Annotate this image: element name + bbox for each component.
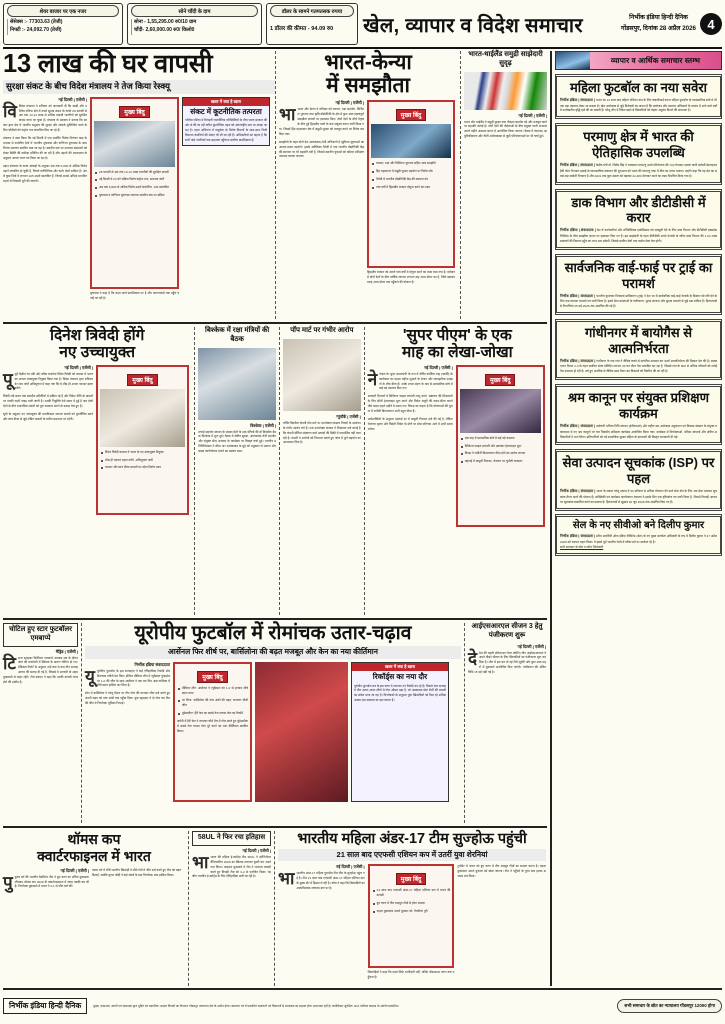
sidebar-item-source: निर्भीक इंडिया | संवाददाता |	[560, 163, 596, 168]
special-box-body: यूरोपीय फुटबॉल सत्र के इस चरण में लगातार नए रिकॉर्ड बन रहे हैं। पिछले पांच सप्ताह में तीन अलग-अलग लीगों में गोल औसत बढ़ा है, जो आक्रामक खेल शैली की वापसी का संकेत माना जा रहा है। विश्लेषकों के अनुसार युवा खिलाड़ियों को मिल रहे अधिक अवसर इस बदलाव का बड़ा कारण हैं।	[354, 683, 447, 703]
football-celebration-photo	[255, 662, 348, 802]
footer-logo: निर्भीक इंडिया हिन्दी दैनिक	[3, 998, 87, 1014]
keypoints-title: मुख्य बिंदु	[396, 109, 426, 121]
keypoint-item: डिजिटल फाइल प्रणाली और भ्रष्टाचार हेल्पलाइन शुरू	[465, 444, 541, 449]
divider	[3, 826, 547, 828]
page-footer	[3, 988, 722, 1020]
keypoint-item: नई दिल्ली में 24 घंटे सक्रिय विशेष कंट्रोल रूम, समन्वय जारी	[99, 177, 175, 182]
business-news-sidebar	[552, 51, 722, 986]
keypoints-title: मुख्य बिंदु	[197, 671, 227, 683]
thailand-article	[460, 51, 547, 319]
keypoint-item: बुंडेसलीगा: हैरी केन का सबसे तेज पचास गोल का रिकॉर्ड	[182, 711, 248, 716]
lead-photo	[94, 121, 175, 167]
drop-cap: भा	[279, 105, 296, 125]
sidebar-item-1[interactable]	[555, 123, 722, 184]
keypoint-item: महंगाई में मामूली गिरावट, रोजगार पर चुनौती बरकरार	[465, 459, 541, 464]
lead-row	[3, 51, 547, 319]
drop-cap: वि	[3, 101, 17, 121]
section-title: खेल, व्यापार व विदेश समाचार	[363, 14, 583, 37]
sidebar-banner	[555, 51, 722, 70]
sidebar-item-6[interactable]	[555, 449, 722, 510]
under17-headline: भारतीय महिला अंडर-17 टीम सुज्होऊ पहुंची	[297, 831, 527, 847]
kenya-headline-1: भारत-केन्या	[324, 51, 412, 74]
isrl-byline: नई दिल्ली | एजेंसी |	[517, 643, 546, 649]
sidebar-item-body: कर्मचारी भविष्य निधि संगठन (ईपीएफओ) और राष्ट्रीय श्रम अर्थशास्त्र अनुसंधान एवं विकास संस्थान के संयुक्त तत्वावधान में नए श्रम कानूनों पर चार दिवसीय प्रशिक्षण कार्यक्रम आयोजित किया गया। कार्यक्रम में नियोक्ताओं, श्रमिक संगठनों और क्षेत्रीय अधिकारियों ने भाग लिया। प्रतिभागियों को नई सामाजिक सुरक्षा संहिता के प्रावधानों की विस्तृत जानकारी दी गई।	[560, 423, 717, 439]
sidebar-item-source: निर्भीक इंडिया | संवाददाता |	[560, 97, 596, 102]
kenya-headline-2: में समझौता	[326, 74, 410, 98]
football-body-2: स्पेन में बार्सिलोना ने घरेलू मैदान पर तीन गोल की शानदार जीत दर्ज करते हुए अपनी बढ़त को पांच अंकों तक पहुँचा दिया। युवा स्ट्राइकर ने दो गोल कर टीम की जीत में निर्णायक भूमिका निभाई।	[85, 691, 170, 706]
lead-article	[3, 51, 275, 319]
sidebar-item-body: केंद्रीय मंत्री डॉ. जितेंद्र सिंह ने राजस्थान परमाणु ऊर्जा परियोजना की 700 मेगावाट क्षमता वाली स्वदेशी प्रेशराइज्ड हैवी वॉटर रिएक्टर इकाई के व्यावसायिक संचालन की शुरुआत को भारत की परमाणु यात्रा में मील का पत्थर बताया। उन्होंने कहा कि यह देश का सबसे बड़ा स्वदेशी रिएक्टर है और 2031 तक कुल क्षमता को बढ़ाकर 22,480 मेगावाट करने का लक्ष्य निर्धारित किया गया है।	[560, 163, 717, 178]
lead-text-col	[3, 97, 90, 315]
sidebar-item-last[interactable]	[555, 514, 722, 557]
keypoints-box-lead	[90, 97, 179, 289]
keypoint-item: ग्रुप चरण में तीन मजबूत टीमों से होगा सामना	[377, 901, 451, 906]
special-box-football	[351, 662, 449, 802]
edition-line: गोंडसपुर, दिनांक 28 अप्रैल 2026	[621, 25, 696, 32]
bishkek-byline: बिश्केक | एजेंसी |	[250, 422, 276, 428]
s4u-article	[188, 831, 274, 986]
silver-rate: चाँदी- 2,60,000.00 रु0/ किलो0	[131, 27, 258, 35]
under17-subhead: 21 साल बाद एएफसी एशियन कप में उतरीं युवा शेरनियां	[278, 849, 546, 861]
under17-article	[274, 831, 546, 986]
superpm-body-1: नेनेपाल के 'सुपर प्रधानमंत्री' के रूप में चर्चित कार्तिक शाह (कार्की) के कार्यकाल का पहला महीना सुधारों के ऐलान और व्यावहारिक उलझनों के बीच बीता है। उनके शपथ ग्रहण के बाद से प्रशासनिक ढांचे में कई बड़े बदलाव किए गए।	[367, 369, 453, 391]
divider	[3, 322, 547, 324]
sidebar-item-source: निर्भीक इंडिया | संवाददाता |	[560, 423, 596, 428]
keypoint-item: व्यापार और छात्र वीजा मामलों पर रहेगा विशेष ध्यान	[105, 465, 185, 470]
drop-cap: टि	[3, 653, 16, 673]
under17-byline: नई दिल्ली | एजेंसी |	[336, 864, 365, 870]
thomas-article	[3, 831, 188, 986]
thailand-india-flags-photo	[464, 72, 547, 110]
drop-cap: पु	[3, 872, 13, 892]
bishkek-photo	[198, 348, 276, 420]
stock-market-box	[3, 3, 123, 45]
drop-cap: यू	[85, 666, 95, 686]
keypoint-item: पहला मुकाबला अगले बुधवार को, तैयारियां पूरी	[377, 909, 451, 914]
injured-head: चोटिल हुए स्टार फुटबॉलर एमबाप्पे	[3, 623, 78, 647]
row-four	[3, 831, 547, 986]
sidebar-item-head: महिला फुटबॉल का नया सवेरा	[569, 80, 708, 95]
trivedi-headline-1: दिनेश त्रिवेदी होंगे	[49, 327, 145, 344]
keypoints-title: मुख्य बिंदु	[485, 374, 515, 386]
popmart-body: चर्चित खिलौना कंपनी पॉप मार्ट पर उपभोक्ता संरक्षण नियमों के उल्लंघन के गंभीर आरोप लगे हैं। एक उपभोक्ता संगठन ने शिकायत दर्ज कराई है कि कंपनी सीमित संस्करण वाले उत्पादों की बिक्री में पारदर्शिता नहीं बरत रही है। कंपनी ने आरोपों को निराधार बताते हुए जांच में पूर्ण सहयोग का आश्वासन दिया है।	[282, 420, 361, 445]
trivedi-headline-2: नए उच्चायुक्त	[59, 344, 136, 362]
keypoints-box-under17	[368, 864, 455, 968]
lead-body-2: मंत्रालय ने स्पष्ट किया कि नई दिल्ली में एक समर्पित विशेष नियंत्रण कक्ष के माध्यम से प्रभावित देशों में भारतीय दूतावास और वाणिज्य दूतावास के साथ निरंतर समन्वय स्थापित रखा जा रहा है। स्थानीय स्तर पर उपलब्ध संसाधनों को लेकर स्थिति की समीक्षा प्रतिदिन की जा रही है और उड़ानों की उपलब्धता के अनुसार अगला चरण तय किया जा रहा है।	[3, 136, 87, 160]
trivedi-byline: नई दिल्ली | एजेंसी |	[64, 364, 93, 370]
lead-subhead: सुरक्षा संकट के बीच विदेश मंत्रालय ने तेज किया रेस्क्यू	[3, 80, 275, 94]
s4u-body: भाभारत की महिला ई-स्पोर्ट्स टीम 58UL ने कॉन्टिनेंटल चैंपियनशिप 2026 का खिताब लगातार दूसरी बार अपने नाम किया। फाइनल मुकाबले में टीम ने शानदार वापसी करते हुए विपक्षी टीम को 3-2 से पराजित किया। यह जीत भारतीय ई-स्पोर्ट्स के लिए ऐतिहासिक मानी जा रही है।	[192, 852, 271, 879]
sidebar-item-head: परमाणु क्षेत्र में भारत की ऐतिहासिक उपलब्धि	[583, 129, 694, 161]
popmart-photo	[283, 339, 361, 411]
isrl-article	[464, 623, 546, 823]
superpm-photo	[460, 389, 541, 433]
gold-rate: सोना - 1,55,295.00 रु0/10 ग्राम	[131, 19, 258, 27]
football-headline: यूरोपीय फुटबॉल में रोमांचक उतार-चढ़ाव	[134, 622, 412, 644]
section-title-wrap	[362, 3, 584, 45]
trivedi-body-2: त्रिवेदी लंबे समय तक संसदीय समितियों में सक्रिय रहे हैं और विदेश नीति के मामलों पर उनकी गहरी पकड़ मानी जाती है। उनकी नियुक्ति ऐसे समय में हुई है जब दोनों देशों के बीच राजनयिक संबंधों को पुनः सामान्य बनाने के प्रयास तेज हुए हैं।	[3, 394, 93, 409]
keypoint-item: पांच वर्षों में द्विपक्षीय व्यापार दोगुना करने का लक्ष्य	[376, 185, 451, 190]
special-box-tag: खबर में क्या है खास	[183, 98, 269, 106]
thomas-body-2: एकल वर्ग में शीर्ष भारतीय खिलाड़ी ने सीधे गेमों में जीत दर्ज करते हुए टीम को बढ़त दिलाई, जबकि युगल जोड़ी ने कड़े संघर्ष के बाद निर्णायक अंक हासिल किया।	[92, 867, 181, 877]
dollar-rate-box	[266, 3, 358, 45]
keypoint-item: 21 साल बाद एएफसी अंडर-17 महिला एशियन कप में भारत की वापसी	[376, 888, 451, 898]
popmart-article	[279, 327, 364, 615]
thomas-headline-2: क्वार्टरफाइनल में भारत	[37, 847, 151, 864]
kenya-body-3: द्विपक्षीय व्यापार को अगले पांच वर्षों में दोगुना करने का लक्ष्य रखा गया है। वर्तमान में दोनों देशों के बीच वार्षिक व्यापार लगभग छह अरब डॉलर का है, जिसे बढ़ाकर बारह अरब डॉलर तक पहुँचाने की योजना है।	[367, 270, 455, 285]
sidebar-banner-title: व्यापार व आर्थिक समाचार स्तम्भ	[590, 52, 721, 69]
keypoints-box-kenya	[367, 100, 455, 268]
isrl-body: देदेश की पहली प्रोफेशनल रोलर स्केटिंग लीग आईएसआरएल ने अपने तीसरे सीजन के लिए खिलाड़ियों का पंजीकरण शुरू कर दिया है। लीग में इस बार दो नई टीमें जुड़ेंगी और कुल आठ शहरों में मुकाबले आयोजित किए जाएंगे। पंजीकरण की अंतिम तिथि 15 मई रखी गई है।	[468, 648, 546, 675]
special-box-head: रिकॉर्ड्स का नया दौर	[372, 671, 428, 681]
superpm-byline: नई दिल्ली | एजेंसी |	[424, 364, 453, 370]
popmart-byline: न्यूयॉर्क | एजेंसी |	[336, 413, 361, 419]
sidebar-item-source: निर्भीक इंडिया | संवाददाता |	[560, 358, 596, 363]
kenya-body-1: भाभारत और केन्या ने शनिवार को व्यापार, रक्षा सहयोग, डिजिटल भुगतान तथा कृषि प्रौद्योगिकी के क्षेत्र में कुल आठ महत्वपूर्ण समझौता ज्ञापनों पर हस्ताक्षर किए। दोनों देशों के शीर्ष नेतृत्व के बीच हुई द्विपक्षीय वार्ता के बाद संयुक्त बयान जारी किया गया, जिसमें हिंद महासागर क्षेत्र में समुद्री सुरक्षा को मजबूत करने पर विशेष बल दिया गया।	[279, 105, 364, 136]
drop-cap: भा	[192, 852, 209, 872]
sidebar-item-4[interactable]	[555, 319, 722, 380]
footer-imprint: मुद्रक, प्रकाशक, स्वामी एवं सम्पादक द्वारा मुद्रित एवं प्रकाशित। समस्त विवादों का निपटारा गोंडसपुर न्यायालय क्षेत्र के अधीन होगा। समाचार पत्र में प्रकाशित समाचारों एवं विज्ञापनों से सम्पादक का सहमत होना आवश्यक नहीं है। सर्वाधिकार सुरक्षित। RNI पंजीयन क्रमांक के अंतर्गत प्रकाशित।	[93, 1003, 399, 1008]
under17-body-2: टूर्नामेंट में भारत को ग्रुप चरण में तीन मजबूत टीमों का सामना करना है। पहला मुकाबला अगले बुधवार को खेला जाएगा। टीम ने पहुँचने के तुरंत बाद हल्का अभ्यास सत्र किया।	[457, 864, 546, 879]
lead-body-3: उड़ान संचालन के ताजा आंकड़ों के अनुसार अब तक 5,800 से अधिक विशेष उड़ानें संचालित हो चुकी हैं, जिनमें वाणिज्यिक और चार्टर दोनों शामिल हैं। अगले कुछ दिनों में लगभग 105 उड़ानें प्रस्तावित हैं, जिनसे सबसे अधिक प्रभावित शहरों से निकासी पूरी की जाएगी।	[3, 163, 87, 183]
sidebar-item-source: निर्भीक इंडिया | संवाददाता |	[560, 293, 596, 298]
s4u-head: 58UL ने फिर रचा इतिहास	[192, 831, 271, 846]
page-body	[3, 51, 722, 986]
sensex-value: सेंसेक्स :- 77303.63 (तेजी)	[7, 19, 119, 27]
sidebar-item-head: डाक विभाग और डीटीडीसी में करार	[571, 194, 706, 226]
keypoint-item: हिंद महासागर में समुद्री सुरक्षा सहयोग पर विशेष जोर	[376, 169, 451, 174]
keypoint-item: विपक्ष ने जमीनी क्रियान्वयन धीमा होने का आरोप लगाया	[465, 451, 541, 456]
injured-article	[3, 623, 81, 823]
sidebar-item-source: निर्भीक इंडिया | संवाददाता |	[560, 489, 596, 494]
lead-keypoints-col	[90, 97, 182, 315]
sidebar-item-5[interactable]	[555, 384, 722, 445]
keypoints-box-superpm	[456, 365, 545, 527]
kenya-body-2: समझौतों के तहत दोनों देश आतंकवाद-रोधी अभियानों में खुफिया सूचनाओं का आदान-प्रदान बढ़ाएंगे। इसके अतिरिक्त नैरोबी में एक भारतीय प्रौद्योगिकी केंद्र की स्थापना पर भी सहमति बनी है, जिससे स्थानीय युवाओं को कौशल प्रशिक्षण उपलब्ध कराया जाएगा।	[279, 139, 364, 159]
lead-xbox-col	[182, 97, 272, 315]
row-two	[3, 327, 547, 615]
sidebar-item-body: भारतीय दूरसंचार नियामक प्राधिकरण (ट्राई) ने देश भर में सार्वजनिक वाई-फाई नेटवर्क के विस्तार को गति देने के लिए एक व्यापक परामर्श पत्र जारी किया है। इसमें सेवा प्रदाताओं के पंजीकरण, शुल्क संरचना और सुरक्षा मानकों से जुड़े प्रश्न शामिल हैं। हितधारकों से टिप्पणियां 25 मई 2026 तक आमंत्रित की गई हैं।	[560, 293, 717, 309]
thomas-headline-1: थॉमस कप	[67, 831, 121, 847]
keypoint-item: दूतावास व वाणिज्य दूतावास लगातार स्थानीय स्तर पर सक्रिय	[99, 193, 175, 198]
dollar-pill: डॉलर के सामने गतमतसक रुपया	[270, 5, 354, 17]
paper-name: निर्भीक इंडिया हिन्दी दैनिक	[629, 14, 688, 22]
thomas-byline: नई दिल्ली | एजेंसी |	[60, 867, 89, 873]
masthead	[3, 3, 722, 49]
keypoints-box-trivedi	[96, 365, 189, 515]
thailand-byline: नई दिल्ली | एजेंसी |	[518, 112, 547, 118]
page-number-badge: 4	[700, 13, 722, 35]
keypoint-item: नैरोबी में भारतीय प्रौद्योगिकी केंद्र की स्थापना तय	[376, 177, 451, 182]
keypoints-title: मुख्य बिंदु	[127, 374, 157, 386]
keypoint-item: शीघ्र ही पदभार ग्रहण करेंगे, अधिसूचना जारी	[105, 458, 185, 463]
sidebar-item-head: सेवा उत्पादन सूचकांक (ISP) पर पहल	[562, 455, 715, 487]
sidebar-item-2[interactable]	[555, 189, 722, 250]
sidebar-item-body: गांधीनगर के एक गांव ने जैविक कचरे से बायोगैस उत्पादन कर ऊर्जा आत्मनिर्भरता की मिसाल पेश की है। स्वच्छ भारत मिशन 2.0 के तहत स्थापित संयंत्र प्रतिदिन लगभग 30 घन मीटर गैस उत्पादित कर रहा है, जिससे गांव के 600 से अधिक परिवारों को रसोई गैस उपलब्ध हो रही है। बचे हुए अपशिष्ट से जैविक खाद तैयार कर किसानों को वितरित की जा रही है।	[560, 358, 717, 374]
trivedi-body-1: पूपूर्व केंद्रीय रेल मंत्री और वरिष्ठ राजनेता दिनेश त्रिवेदी को कनाडा में भारत का अगला उच्चायुक्त नियुक्त किया गया है। विदेश मंत्रालय द्वारा शनिवार देर शाम जारी अधिसूचना में कहा गया कि वे शीघ्र ही अपना पदभार ग्रहण करेंगे।	[3, 369, 93, 391]
footer-badge: सभी समाचार के स्रोत का न्यायालय गोंडसपुर 12000 होगा	[617, 999, 722, 1012]
keypoint-item: एक माह में प्रशासनिक ढांचे में कई बड़े बदलाव	[465, 436, 541, 441]
sidebar-item-source: निर्भीक इंडिया | संवाददाता |	[560, 228, 596, 233]
drop-cap: पू	[3, 369, 13, 389]
football-body-1: यूयूरोपीय फुटबॉल के इस सप्ताहांत ने कई ऐतिहासिक रिकॉर्ड और दिलचस्प नतीजे पेश किए। इंग्लिश प्रीमियर लीग में न्यूकैसल यूनाइटेड पर 1-0 की जीत के साथ आर्सेनल ने एक बार फिर अंक तालिका में शीर्ष स्थान हासिल कर लिया है।	[85, 666, 170, 688]
drop-cap: ने	[367, 369, 378, 389]
sidebar-last-head: सेल के नए सीवीओ बने दिलीप कुमार	[572, 519, 705, 531]
under17-caption: खिलाड़ियों ने कहा कि लक्ष्य सिर्फ भागीदारी नहीं, बल्कि नॉकआउट चरण तक पहुँचना है।	[367, 970, 455, 980]
thomas-body-1: पुपुरुष वर्ग की भारतीय बैडमिंटन टीम ने ग्रुप चरण का अंतिम मुकाबला जीतकर थॉमस कप 2026 के क्वार्टरफाइनल में जगह पक्की कर ली है। निर्णायक मुकाबले में भारत ने 3-1 से जीत दर्ज की।	[3, 872, 89, 892]
keypoint-item: अब तक 5,800 से अधिक विशेष उड़ानें संचालित, 105 प्रस्तावित	[99, 185, 175, 190]
under17-body-1: भाभारतीय अंडर-17 महिला फुटबॉल टीम चीन के सुज्होऊ पहुंच गई है। टीम 21 साल बाद एएफसी अंडर-17 महिला एशियन कप के मुख्य दौर में हिस्सा ले रही है। कोच ने कहा कि खिलाड़ियों का आत्मविश्वास उच्चतम स्तर पर है।	[278, 869, 365, 891]
sidebar-item-3[interactable]	[555, 254, 722, 315]
football-article	[81, 623, 464, 823]
thailand-body: भारत और थाईलैंड ने समुद्री सुरक्षा तथा नौवहन सहयोग को और मजबूत करने पर सहमति जताई है। दोनों देशों की नौसेनाओं के बीच संयुक्त गश्ती अभ्यास अगले महीने अंडमान सागर में आयोजित किया जाएगा। बैठक में बंदरगाह आधुनिकीकरण और नीली अर्थव्यवस्था से जुड़ी परियोजनाओं पर भी चर्चा हुई।	[464, 119, 547, 139]
sidebar-last-source: निर्भीक इंडिया | संवाददाता |	[560, 533, 596, 538]
keypoint-item: 28 फरवरी से अब तक 13.12 लाख भारतीयों की सुरक्षित वापसी	[99, 170, 175, 175]
football-subhead: आर्सेनल फिर शीर्ष पर, बार्सिलोना की बढ़त मजबूत और केन का नया कीर्तिमान	[85, 646, 461, 658]
keypoint-item: व्यापार, रक्षा और डिजिटल भुगतान सहित आठ समझौते	[376, 161, 451, 166]
injured-body: टिस्टार स्ट्राइकर किलियन एमबाप्पे अभ्यास सत्र के दौरान जांघ की मांसपेशी में खिंचाव के कारण चोटिल हो गए। मेडिकल रिपोर्ट के अनुसार उन्हें कम से कम तीन सप्ताह आराम की सलाह दी गई है, जिससे वे आगामी दो अहम मुकाबलों से बाहर रहेंगे। टीम प्रबंधन ने कहा कि उनकी वापसी जल्द होने की उम्मीद है।	[3, 653, 78, 685]
kenya-byline: नई दिल्ली | एजेंसी |	[335, 100, 364, 106]
s4u-byline: नई दिल्ली | एजेंसी |	[242, 847, 271, 853]
superpm-body-3: अर्थशास्त्रियों के अनुसार महंगाई दर में मामूली गिरावट दर्ज की गई है, लेकिन रोजगार सृजन और विदेशी निवेश के मोर्चे पर ठोस परिणाम आने में अभी समय लगेगा।	[367, 417, 453, 431]
main-content	[3, 51, 552, 986]
lead-byline: नई दिल्ली | एजेंसी |	[58, 96, 87, 102]
football-body-3: जर्मनी में हैरी केन ने लगातार चौथे मैच में गोल करते हुए बुंडेसलीगा में सबसे तेज पचास गोल पूरे करने का नया कीर्तिमान स्थापित किया।	[177, 719, 248, 733]
keypoint-item: दिनेश त्रिवेदी कनाडा में भारत के नए उच्चायुक्त नियुक्त	[105, 450, 185, 455]
drop-cap: दे	[468, 648, 478, 668]
sidebar-last-body: स्टील अथॉरिटी ऑफ इंडिया लिमिटेड (सेल) के नए मुख्य सतर्कता अधिकारी के रूप में दिलीप कुमार ने 27 अप्रैल 2026 को पदभार ग्रहण किया। वे इससे पूर्व भारतीय रेलवे में वरिष्ठ पदों पर कार्यरत रहे हैं।	[560, 533, 717, 544]
sidebar-item-body: देश में कारोबारियों और लॉजिस्टिक्स इकोसिस्टम को मजबूती देने के लिए डाक विभाग और डीटीडीसी एक्सप्रेस लिमिटेड के बीच समझौता ज्ञापन पर हस्ताक्षर किए गए हैं। इस साझेदारी के तहत डीटीडीसी अपने नेटवर्क के जरिए डाक विभाग की 1.64 लाख डाकघरों की विशाल पहुँच का लाभ उठा सकेगी, जिससे ग्रामीण क्षेत्रों तक पार्सल सेवा तेज होगी।	[560, 228, 717, 243]
sidebar-item-body: भारत के सकल घरेलू उत्पाद में 50 प्रतिशत से अधिक योगदान देने वाले सेवा क्षेत्र के लिए अब सेवा उत्पादन सूचकांक तैयार करने की योजना है। सांख्यिकी एवं कार्यक्रम कार्यान्वयन मंत्रालय ने इसके लिए एक दृष्टिकोण पत्र जारी किया है, जिसमें तिमाही आधार पर सूचकांक प्रकाशित करने का प्रस्ताव है। हितधारकों से सुझाव 30 जून 2026 तक आमंत्रित किए गए हैं।	[560, 489, 717, 504]
trivedi-body-3: सूत्रों के अनुसार नए उच्चायुक्त की प्राथमिकता व्यापार संबंधों को पुनर्जीवित करने और छात्र वीजा से जुड़े लंबित मामलों के त्वरित समाधान पर रहेगी।	[3, 412, 93, 422]
drop-cap: भा	[278, 869, 295, 889]
popmart-head: पॉप मार्ट पर गंभीर आरोप	[290, 327, 354, 334]
dollar-rate: 1 डॉलर की कीमत - 94.09 रु0	[270, 26, 334, 32]
superpm-headline-1: 'सुपर पीएम' के एक	[402, 327, 512, 344]
sidebar-last-note: सभी समाचार के स्रोत व ब्यौरा जिम्मेदारी	[560, 545, 604, 550]
special-box-head: संकट में कूटनीतिक तत्परता	[190, 106, 262, 116]
keypoints-title: मुख्य बिंदु	[396, 873, 426, 885]
sidebar-banner-image	[556, 52, 590, 69]
gold-silver-pill: सोने चाँदी के दाम	[131, 5, 258, 17]
special-box-body: पश्चिम एशिया में बिगड़ती राजनीतिक परिस्थितियों के बीच भारत सरकार की ओर से की जा रही त्वरित कूटनीतिक पहल को अंतरराष्ट्रीय स्तर पर सराहा जा रहा है। राहत अभियान में वायुसेना के विशेष विमानों के साथ-साथ निजी विमानन कंपनियों की सेवाएं भी ली जा रही हैं। अधिकारियों का कहना है कि सभी फंसे नागरिकों तक सहायता पहुँचाना सर्वोच्च प्राथमिकता है।	[185, 118, 267, 143]
thailand-head: भारत-थाईलैंड समुद्री साझेदारी सुदृढ़	[468, 51, 543, 67]
sidebar-item-head: श्रम कानून पर संयुक्त प्रशिक्षण कार्यक्रम	[568, 390, 709, 422]
stock-market-pill: शेयर बाजार पर एक नजर	[7, 5, 119, 17]
superpm-headline-2: माह का लेखा-जोखा	[402, 344, 513, 362]
trivedi-article	[3, 327, 194, 615]
row-three	[3, 623, 547, 823]
isrl-head: आईएसआरएल सीजन 3 हेतु पंजीकरण शुरू	[471, 623, 543, 639]
football-byline: निर्भीक इंडिया संवाददाता	[134, 661, 170, 667]
superpm-article	[364, 327, 547, 615]
sidebar-item-0[interactable]	[555, 74, 722, 119]
sidebar-item-body: भारत का 21 साल बाद महिला एशियन कप के लिए क्वालीफाई करना महिला फुटबॉल के व्यावसायिक ढांचे में भी एक बड़ा बदलाव लेकर आ सकता है। खेल अर्थशास्त्र से जुड़े विशेषज्ञों का मानना है कि प्रायोजन और प्रसारण अधिकारों के बाजार में आने वाले वर्षों में उल्लेखनीय वृद्धि दर्ज की जा सकती है। घरेलू लीग में निवेश बढ़ने से खिलाड़ियों को बेहतर अनुबंध मिलने की संभावना है।	[560, 97, 717, 113]
special-box-tag: खबर में क्या है खास	[352, 663, 448, 671]
sidebar-item-head: सार्वजनिक वाई-फाई पर ट्राई का परामर्श	[564, 259, 713, 291]
lead-headline: 13 लाख की घर वापसी	[3, 50, 213, 78]
injured-byline: मैड्रिड | एजेंसी |	[55, 648, 78, 654]
bishkek-head: बिश्केक में रक्षा मंत्रियों की बैठक	[205, 327, 270, 343]
nifty-value: निफ्टी :- 24,092.70 (तेजी)	[7, 27, 119, 35]
gold-silver-box	[127, 3, 262, 45]
kenya-article	[275, 51, 460, 319]
superpm-body-2: सरकारी विभागों में डिजिटल फाइल प्रणाली लागू करने, भ्रष्टाचार की शिकायतों के लिए सीधी हेल्पलाइन शुरू करने और निवेश मंजूरी की समय-सीमा घटाने जैसे कदम पहले महीने में उठाए गए। विपक्ष का कहना है कि घोषणाओं की तुलना में जमीनी क्रियान्वयन अभी बहुत धीमा है।	[367, 394, 453, 414]
divider	[3, 618, 547, 620]
keypoints-box-football	[173, 662, 252, 802]
bishkek-body: शंघाई सहयोग संगठन के सदस्य देशों के रक्षा मंत्रियों की दो दिवसीय बैठक बिश्केक में शुरू हुई। बैठक में क्षेत्रीय सुरक्षा, आतंकवाद-रोधी सहयोग और संयुक्त सैन्य अभ्यास के कार्यक्रम पर विस्तृत चर्चा हुई। भारतीय प्रतिनिधिमंडल ने सीमा पार आतंकवाद के मुद्दे को प्रमुखता से उठाया और साझा कार्ययोजना बनाने का प्रस्ताव रखा।	[198, 429, 276, 454]
special-box-lead	[182, 97, 270, 146]
keypoint-item: प्रीमियर लीग: आर्सेनल ने न्यूकैसल को 1-0 से हराकर शीर्ष स्थान पाया	[182, 685, 248, 695]
bishkek-article	[194, 327, 279, 615]
keypoint-item: ला लिगा: बार्सिलोना की पांच अंकों की बढ़त, लगातार चौथी जीत	[182, 698, 248, 708]
keypoints-title: मुख्य बिंदु	[119, 106, 149, 118]
lead-body-1: विविदेश मंत्रालय ने शनिवार को जानकारी दी कि खाड़ी और पश्चिम एशिया क्षेत्र में उपजे सुरक्षा संकट के चलते 28 फरवरी से अब तक 13.12 लाख से अधिक प्रवासी भारतीयों को सुरक्षित वापस लाया जा चुका है। मंत्रालय के प्रवक्ता ने बताया कि सरकार द्वारा क्षेत्र में भारतीय समुदाय की सुरक्षा और सम्पर्क सुनिश्चित करने के लिए चौबीसों घंटे कंट्रोल रूम संचालित किए जा रहे हैं।	[3, 101, 87, 133]
trivedi-photo	[100, 389, 185, 447]
masthead-right	[584, 3, 722, 45]
lead-photo-caption: दूतावास ने कहा है कि राहत कार्य प्राथमिकता पर है और जरूरतमंदों तक पहुँच बनाई जा रही है।	[90, 290, 179, 300]
kenya-photo	[371, 124, 451, 158]
sidebar-item-head: गांधीनगर में बायोगैस से आत्मनिर्भरता	[584, 325, 693, 356]
